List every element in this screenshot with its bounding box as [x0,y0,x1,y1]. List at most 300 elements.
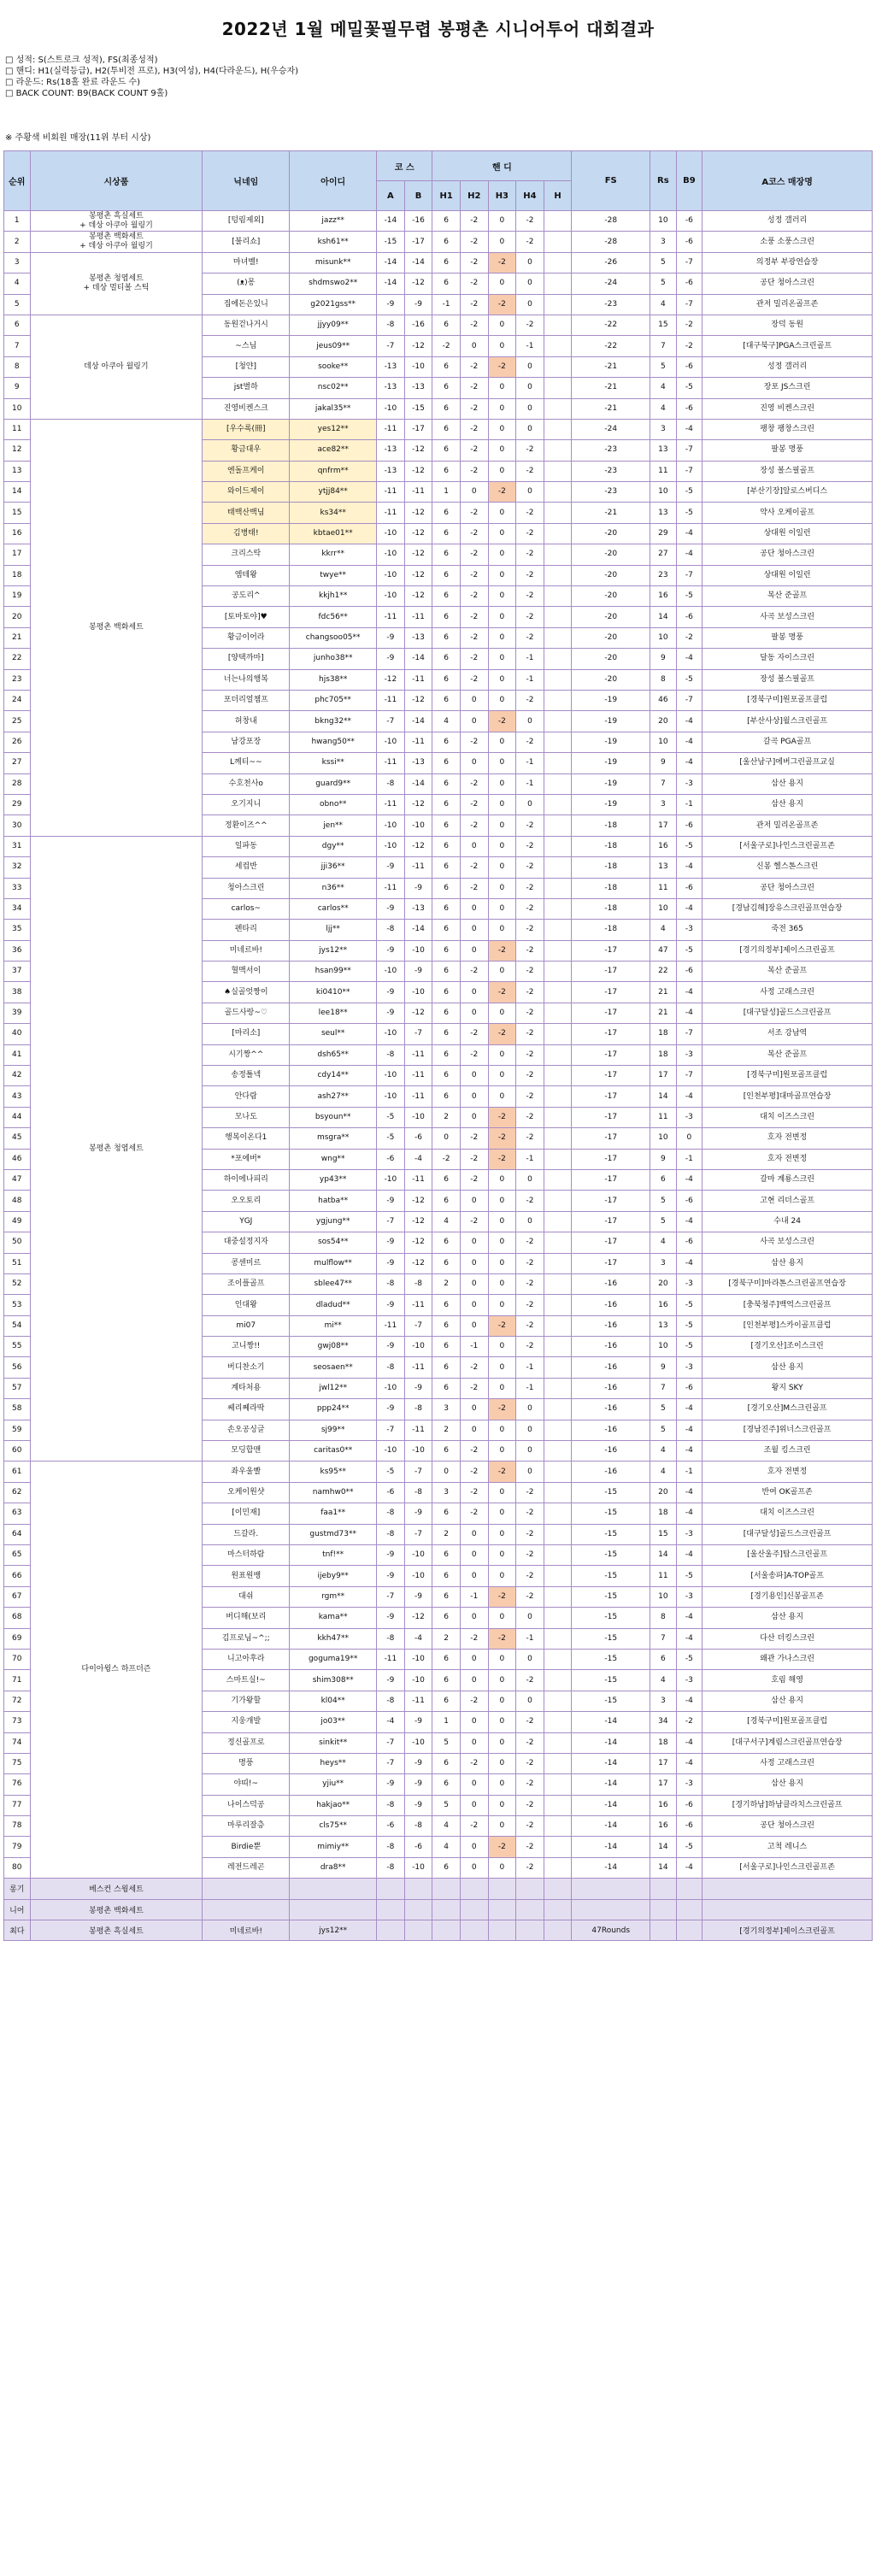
nickname-cell: 오케이원샷 [203,1482,290,1503]
h4-cell: -1 [516,1149,544,1169]
h3-cell: 0 [488,440,516,461]
prize-cell: 데상 아쿠아 월링기 [30,315,203,419]
rs-cell: 7 [650,773,677,794]
header-a: A [377,181,405,211]
rs-cell: 5 [650,356,677,377]
footer-store: [경기의정부]제이스크린골프 [703,1920,873,1941]
h-cell [544,1003,572,1023]
b9-cell: -6 [676,356,703,377]
h2-cell: 0 [460,1566,488,1586]
nickname-cell: 손오공싱글 [203,1420,290,1440]
h-cell [544,1357,572,1378]
nickname-cell: [청얀] [203,356,290,377]
b9-cell: -3 [676,1670,703,1691]
b9-cell: -3 [676,1107,703,1127]
h3-cell: 0 [488,1253,516,1273]
fs-cell: -21 [572,398,650,419]
h4-cell: -2 [516,982,544,1003]
a-cell: -10 [377,1169,405,1190]
id-cell: obno** [290,794,377,815]
b-cell: -11 [404,1066,432,1086]
header-fs: FS [572,151,650,211]
store-cell: 반여 OK골프존 [703,1482,873,1503]
h-cell [544,336,572,356]
rank-cell: 78 [4,1816,31,1837]
h4-cell: -2 [516,1732,544,1753]
b-cell: -11 [404,1086,432,1107]
fs-cell: -20 [572,565,650,585]
results-table [3,150,873,1941]
b9-cell: -4 [676,1857,703,1878]
fs-cell: -16 [572,1357,650,1378]
h2-cell: -2 [460,1044,488,1065]
fs-cell: -19 [572,753,650,773]
h1-cell: 6 [432,1649,461,1669]
fs-cell: -15 [572,1649,650,1669]
b-cell: -6 [404,1128,432,1149]
h1-cell: 6 [432,836,461,856]
h4-cell: -2 [516,565,544,585]
h4-cell: -2 [516,1191,544,1211]
rank-cell: 14 [4,482,31,503]
b-cell: -8 [404,1482,432,1503]
a-cell: -11 [377,878,405,898]
id-cell: hakjao** [290,1795,377,1815]
h1-cell: 6 [432,211,461,232]
b9-cell: -4 [676,1482,703,1503]
store-cell: 사정 고래스크린 [703,1753,873,1773]
rank-cell: 60 [4,1441,31,1461]
h4-cell: -2 [516,1066,544,1086]
b-cell: -12 [404,503,432,523]
header-nickname: 닉네임 [203,151,290,211]
store-cell: 삼산 용지 [703,1774,873,1795]
h-cell [544,857,572,878]
b9-cell: -2 [676,336,703,356]
h4-cell: -2 [516,920,544,940]
h2-cell: -2 [460,1169,488,1190]
b9-cell: -1 [676,1461,703,1482]
b9-cell: -4 [676,1628,703,1649]
rank-cell: 22 [4,649,31,669]
a-cell: -9 [377,1232,405,1253]
h3-cell: 0 [488,565,516,585]
b9-cell: -4 [676,1608,703,1628]
rank-cell: 41 [4,1044,31,1065]
id-cell: jo03** [290,1712,377,1732]
a-cell: -14 [377,211,405,232]
b9-cell: 0 [676,1128,703,1149]
nickname-cell: 와이드제이 [203,482,290,503]
b-cell: -13 [404,627,432,648]
h1-cell: 6 [432,1315,461,1336]
id-cell: dsh65** [290,1044,377,1065]
a-cell: -9 [377,1253,405,1273]
h4-cell: -2 [516,1295,544,1315]
a-cell: -10 [377,523,405,544]
a-cell: -9 [377,1399,405,1420]
a-cell: -8 [377,1628,405,1649]
rank-cell: 71 [4,1670,31,1691]
h1-cell: 6 [432,753,461,773]
nickname-cell: 마스터하람 [203,1545,290,1566]
rank-cell: 56 [4,1357,31,1378]
store-cell: 왜관 가나스크린 [703,1649,873,1669]
store-cell: [경북구미]원포골프클럽 [703,1712,873,1732]
h3-cell: 0 [488,836,516,856]
h-cell [544,315,572,335]
h2-cell: 0 [460,1399,488,1420]
h4-cell: -1 [516,649,544,669]
id-cell: kssi** [290,753,377,773]
table-row [4,315,873,335]
h3-cell: 0 [488,1066,516,1086]
id-cell: kl04** [290,1691,377,1711]
h-cell [544,1107,572,1127]
h3-cell: 0 [488,336,516,356]
h-cell [544,732,572,752]
nickname-cell: (ᴥ)몽 [203,273,290,294]
h4-cell: -2 [516,1315,544,1336]
store-cell: 복산 준골프 [703,1044,873,1065]
b-cell: -9 [404,1503,432,1524]
a-cell: -9 [377,1191,405,1211]
rank-cell: 73 [4,1712,31,1732]
header-rank: 순위 [4,151,31,211]
a-cell: -9 [377,294,405,315]
id-cell: sooke** [290,356,377,377]
h3-cell: 0 [488,1191,516,1211]
id-cell: mi** [290,1315,377,1336]
footer-label: 니어 [4,1899,31,1920]
id-cell: junho38** [290,649,377,669]
store-cell: 갈곡 PGA골프 [703,732,873,752]
h3-cell: 0 [488,1857,516,1878]
nickname-cell: 송정틀넥 [203,1066,290,1086]
nickname-cell: 드갈라. [203,1524,290,1544]
h-cell [544,1649,572,1669]
h3-cell: -2 [488,1461,516,1482]
rank-cell: 48 [4,1191,31,1211]
a-cell: -10 [377,1086,405,1107]
rank-cell: 63 [4,1503,31,1524]
h1-cell: 6 [432,669,461,690]
fs-cell: -17 [572,1044,650,1065]
fs-cell: -18 [572,815,650,836]
b9-cell: -6 [676,211,703,232]
fs-cell: -16 [572,1441,650,1461]
h-cell [544,1044,572,1065]
rs-cell: 7 [650,1628,677,1649]
rs-cell: 3 [650,1253,677,1273]
id-cell: ash27** [290,1086,377,1107]
h2-cell: 0 [460,482,488,503]
rs-cell: 20 [650,1482,677,1503]
prize-cell: 봉평촌 흑실세트 + 데상 아쿠아 월링기 [30,211,203,232]
store-cell: [부산기장]알로스버디스 [703,482,873,503]
h4-cell: 0 [516,1649,544,1669]
nickname-cell: 미네르바! [203,940,290,961]
store-cell: 의정부 부광연습장 [703,252,873,273]
fs-cell: -16 [572,1337,650,1357]
fs-cell: -17 [572,1169,650,1190]
b-cell: -8 [404,1273,432,1294]
store-cell: 상대원 이일런 [703,565,873,585]
table-row [4,232,873,252]
h1-cell: 0 [432,1128,461,1149]
fs-cell: -14 [572,1732,650,1753]
id-cell: seosaen** [290,1357,377,1378]
nickname-cell: 집에돈은있니 [203,294,290,315]
h-cell [544,1232,572,1253]
h-cell [544,982,572,1003]
table-row [4,211,873,232]
store-cell: [대구달성]골드스크린골프 [703,1524,873,1544]
rs-cell: 22 [650,962,677,982]
b-cell: -9 [404,1795,432,1815]
b9-cell: -3 [676,1524,703,1544]
rs-cell: 17 [650,1753,677,1773]
rank-cell: 76 [4,1774,31,1795]
h3-cell: 0 [488,773,516,794]
h1-cell: 6 [432,878,461,898]
fs-cell: -18 [572,857,650,878]
h4-cell: -2 [516,878,544,898]
h3-cell: 0 [488,732,516,752]
nickname-cell: 좌우울빨 [203,1461,290,1482]
h4-cell: -1 [516,1357,544,1378]
h2-cell: -2 [460,503,488,523]
h3-cell: 0 [488,1670,516,1691]
b-cell: -12 [404,1253,432,1273]
h1-cell: 6 [432,1691,461,1711]
rank-cell: 27 [4,753,31,773]
a-cell: -10 [377,1441,405,1461]
h4-cell: 0 [516,1691,544,1711]
h4-cell: 0 [516,1461,544,1482]
fs-cell: -16 [572,1378,650,1398]
rank-cell: 80 [4,1857,31,1878]
rank-cell: 64 [4,1524,31,1544]
h2-cell: 0 [460,1545,488,1566]
rank-cell: 31 [4,836,31,856]
h3-cell: 0 [488,794,516,815]
h2-cell: 0 [460,940,488,961]
rank-cell: 43 [4,1086,31,1107]
fs-cell: -20 [572,669,650,690]
h1-cell: 2 [432,1420,461,1440]
h3-cell: 0 [488,544,516,565]
rs-cell: 23 [650,565,677,585]
rs-cell: 16 [650,836,677,856]
id-cell: yjiu** [290,1774,377,1795]
b9-cell: -4 [676,1399,703,1420]
rs-cell: 4 [650,1670,677,1691]
h4-cell: 0 [516,398,544,419]
nickname-cell: 레전드레곤 [203,1857,290,1878]
h3-cell: 0 [488,1608,516,1628]
fs-cell: -17 [572,1024,650,1044]
b9-cell: -6 [676,1816,703,1837]
h1-cell: 6 [432,982,461,1003]
h4-cell: 0 [516,1441,544,1461]
h-cell [544,1273,572,1294]
id-cell: jwl12** [290,1378,377,1398]
id-cell: phc705** [290,690,377,710]
h1-cell: 6 [432,1670,461,1691]
h1-cell: 6 [432,1378,461,1398]
rs-cell: 17 [650,1066,677,1086]
h3-cell: 0 [488,273,516,294]
b9-cell: -4 [676,1441,703,1461]
h2-cell: -2 [460,1357,488,1378]
store-cell: 관저 밀리온골프존 [703,294,873,315]
b9-cell: -4 [676,1253,703,1273]
h1-cell: 6 [432,419,461,439]
a-cell: -11 [377,1315,405,1336]
store-cell: 성정 갤러리 [703,211,873,232]
nickname-cell: [마리소] [203,1024,290,1044]
b-cell: -10 [404,940,432,961]
rank-cell: 21 [4,627,31,648]
rank-cell: 8 [4,356,31,377]
h4-cell: 0 [516,794,544,815]
b-cell: -12 [404,794,432,815]
b-cell: -12 [404,690,432,710]
h-cell [544,649,572,669]
rs-cell: 10 [650,1586,677,1607]
b9-cell: -5 [676,836,703,856]
fs-cell: -20 [572,627,650,648]
a-cell: -8 [377,315,405,335]
id-cell: ljj** [290,920,377,940]
rs-cell: 16 [650,1295,677,1315]
rs-cell: 5 [650,1420,677,1440]
rs-cell: 4 [650,1461,677,1482]
b-cell: -10 [404,1337,432,1357]
h2-cell: -2 [460,669,488,690]
id-cell: kbtae01** [290,523,377,544]
store-cell: [경남김해]장유스크린골프연습장 [703,898,873,919]
id-cell: bkng32** [290,711,377,732]
h3-cell: 0 [488,962,516,982]
store-cell: [경기의정부]제이스크린골프 [703,940,873,961]
fs-cell: -17 [572,1107,650,1127]
fs-cell: -15 [572,1586,650,1607]
h-cell [544,461,572,481]
a-cell: -9 [377,1295,405,1315]
h4-cell: -2 [516,1503,544,1524]
rs-cell: 8 [650,1608,677,1628]
rank-cell: 2 [4,232,31,252]
h1-cell: 6 [432,565,461,585]
h-cell [544,1420,572,1440]
a-cell: -5 [377,1128,405,1149]
h4-cell: -2 [516,232,544,252]
id-cell: jjyy09** [290,315,377,335]
rs-cell: 11 [650,461,677,481]
store-cell: [부산사상]월스크린골프 [703,711,873,732]
fs-cell: -17 [572,940,650,961]
legend-score: □ 성적: S(스트로크 성적), FS(최종성적) [5,56,158,65]
h2-cell: 0 [460,1253,488,1273]
a-cell: -6 [377,1816,405,1837]
b-cell: -10 [404,1649,432,1669]
id-cell: yp43** [290,1169,377,1190]
h-cell [544,356,572,377]
h2-cell: -2 [460,565,488,585]
h3-cell: -2 [488,982,516,1003]
store-cell: 대치 이즈스크린 [703,1107,873,1127]
h4-cell: -2 [516,1128,544,1149]
h-cell [544,794,572,815]
b-cell: -6 [404,1837,432,1857]
store-cell: 삼산 용지 [703,1253,873,1273]
b-cell: -10 [404,982,432,1003]
rs-cell: 13 [650,1315,677,1336]
a-cell: -9 [377,1545,405,1566]
h2-cell: -2 [460,878,488,898]
h2-cell: 0 [460,1315,488,1336]
rank-cell: 25 [4,711,31,732]
h-cell [544,1524,572,1544]
fs-cell: -23 [572,294,650,315]
notice: ※ 주황색 비회원 매장(11위 부터 시상) [5,133,151,143]
h3-cell: -2 [488,482,516,503]
rank-cell: 52 [4,1273,31,1294]
a-cell: -8 [377,1795,405,1815]
rank-cell: 70 [4,1649,31,1669]
rank-cell: 46 [4,1149,31,1169]
h-cell [544,1337,572,1357]
h-cell [544,1608,572,1628]
rank-cell: 38 [4,982,31,1003]
h4-cell: 0 [516,273,544,294]
h1-cell: 4 [432,1837,461,1857]
store-cell: 팔봉 명풍 [703,627,873,648]
b-cell: -12 [404,1608,432,1628]
b-cell: -14 [404,252,432,273]
h4-cell: -2 [516,586,544,607]
rank-cell: 57 [4,1378,31,1398]
h2-cell: 0 [460,1774,488,1795]
h1-cell: 6 [432,649,461,669]
a-cell: -11 [377,794,405,815]
h4-cell: 0 [516,1211,544,1232]
store-cell: 팽창 팽창스크린 [703,419,873,439]
b-cell: -12 [404,273,432,294]
h-cell [544,1753,572,1773]
store-cell: 호자 전변정 [703,1461,873,1482]
fs-cell: -15 [572,1691,650,1711]
rs-cell: 14 [650,1857,677,1878]
h3-cell: 0 [488,378,516,398]
a-cell: -14 [377,273,405,294]
h-cell [544,1461,572,1482]
b-cell: -12 [404,544,432,565]
nickname-cell: 명풍 [203,1753,290,1773]
b9-cell: -4 [676,544,703,565]
rs-cell: 27 [650,544,677,565]
footer-id: jys12** [290,1920,377,1941]
table-row [4,1461,873,1482]
rank-cell: 55 [4,1337,31,1357]
h4-cell: -2 [516,523,544,544]
h1-cell: 6 [432,627,461,648]
nickname-cell: 정신골프로 [203,1732,290,1753]
nickname-cell: 고니짱!! [203,1337,290,1357]
h2-cell: 0 [460,1191,488,1211]
